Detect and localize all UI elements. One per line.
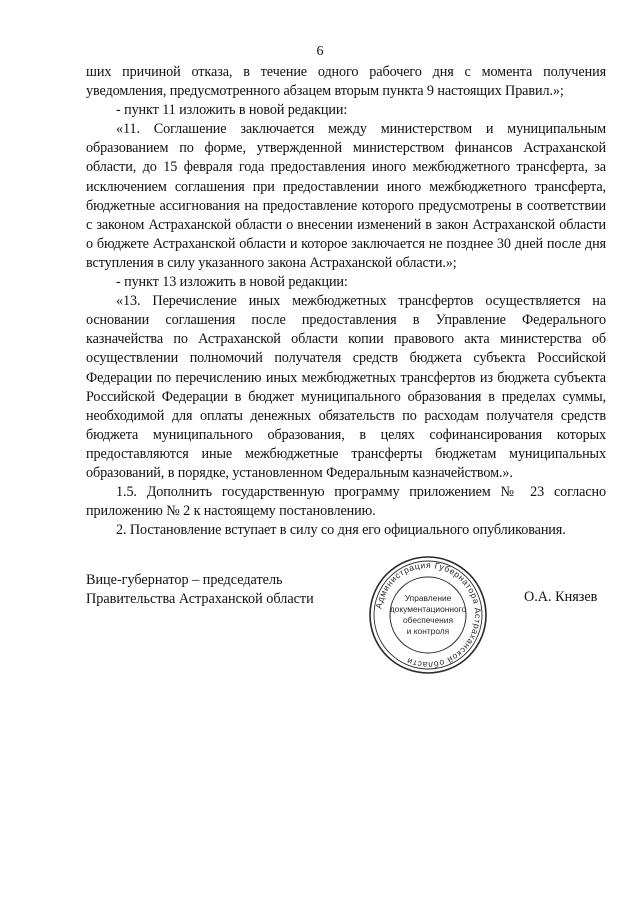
seal-center-line-4: и контроля: [406, 626, 450, 636]
official-seal-stamp: [366, 553, 490, 677]
paragraph-continuation: ших причиной отказа, в течение одного рабочего дня с момента получения уведомления, предусмотренного абзацем вторым пункта 9 настоящих Правил.»;: [86, 64, 606, 100]
signatory-name: О.А. Князев: [524, 589, 598, 605]
signatory-title-line-2: Правительства Астраханской области: [86, 591, 314, 607]
seal-center-line-2: документационного: [389, 604, 467, 614]
page-number: 6: [316, 44, 324, 59]
document-body: [86, 63, 606, 540]
paragraph-item-13-heading: - пункт 13 изложить в новой редакции:: [116, 274, 348, 291]
signatory-title-line-1: Вице-губернатор – председатель: [86, 572, 283, 588]
seal-ring-text: Администрация Губернатора Астраханской области: [373, 559, 484, 671]
paragraph-2: 2. Постановление вступает в силу со дня его официального опубликования.: [116, 522, 566, 539]
paragraph-item-11-text: «11. Соглашение заключается между министерством и муниципальным образованием по форме, утвержденной министерством финансов Астраханской области, до 15 февраля года предоставления иного межбюджетного трансферта, за исключением соглашения при предоставлении иного межбюджетного трансферта, бюджетные ассигнования на предоставление которого предусмотрены в соответствии с законом Астраханской области о внесении изменений в закон Астраханской области о бюджете Астраханской области и которое заключается не позднее 30 дней после дня вступления в силу указанного закона Астраханской области.»;: [86, 121, 606, 271]
signature-block: [86, 559, 606, 681]
paragraph-1-5: 1.5. Дополнить государственную программу приложением № 23 согласно приложению № 2 к настоящему постановлению.: [86, 484, 606, 520]
paragraph-item-11-heading: - пункт 11 изложить в новой редакции:: [116, 102, 348, 119]
paragraph-item-13-text: «13. Перечисление иных межбюджетных трансфертов осуществляется на основании соглашения после предоставления в Управление Федерального казначейства по Астраханской области копии правового акта министерства об осуществлении полномочий получателя средств бюджета субъекта Российской Федерации по перечислению иных межбюджетных трансфертов из бюджета субъекта Российской Федерации в бюджет муниципального образования в пределах суммы, необходимой для оплаты денежных обязательств по расходам получателя средств бюджета муниципального образования, в целях софинансирования которых предоставляются иные межбюджетные трансферты бюджетам муниципальных образований, в порядке, установленном Федеральным казначейством.».: [86, 293, 606, 481]
seal-center-line-3: обеспечения: [403, 615, 453, 625]
signatory-title: [86, 571, 366, 609]
seal-center-line-1: Управление: [404, 593, 452, 603]
